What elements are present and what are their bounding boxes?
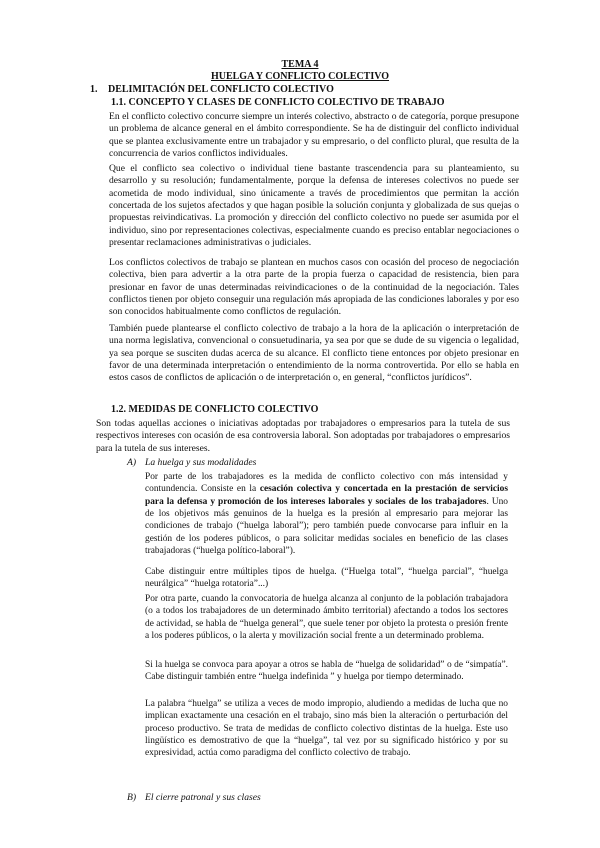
paragraph: En el conflicto colectivo concurre siempre un interés colectivo, abstracto o de categoría, porque presupone un problema de alcance general en el ámbito correspondiente. Se ha de distinguir del conflicto individual que se plantea exclusivamente entre un trabajador y su empresario, o del conflicto plural, que resulta de la concurrencia de varios conflictos individuales. xyxy=(109,111,519,160)
paragraph: La palabra “huelga” se utiliza a veces de modo impropio, aludiendo a medidas de lucha que no implican exactamente una cesación en el trabajo, sino más bien la alteración o perturbación del proceso productivo. Se trata de medidas de conflicto colectivo distintas de la huelga. Este uso lingüístico es demostrativo de que la “huelga”, tal vez por su significado histórico y por su expresividad, actúa como paradigma del conflicto colectivo de trabajo. xyxy=(145,699,508,759)
paragraph-text: . Uno de los objetivos más genuinos de la huelga es la presión al empresario para mejorar las condiciones de trabajo (“huelga laboral”); pero también puede convocarse para influir en la gestión de los poderes públicos, o para solicitar medidas sociales en beneficio de las clases trabajadoras (“huelga político-laboral”). xyxy=(145,496,508,557)
paragraph xyxy=(145,471,508,557)
subheading-a xyxy=(127,457,256,468)
subsection-heading-1-1: 1.1. CONCEPTO Y CLASES DE CONFLICTO COLECTIVO DE TRABAJO xyxy=(111,97,445,108)
section-label: DELIMITACIÓN DEL CONFLICTO COLECTIVO xyxy=(108,84,334,95)
document-title: HUELGA Y CONFLICTO COLECTIVO xyxy=(210,71,390,82)
tema-title: TEMA 4 xyxy=(281,59,319,70)
section-number: 1. xyxy=(90,84,98,95)
subheading-label: El cierre patronal y sus clases xyxy=(145,792,261,803)
paragraph: Son todas aquellas acciones o iniciativas adoptadas por trabajadores o empresarios para la tutela de sus respectivos intereses con ocasión de esa controversia laboral. Son adoptadas por trabajadores o empresarios para la tutela de sus intereses. xyxy=(96,418,510,454)
subheading-b xyxy=(127,792,261,803)
subheading-letter: A) xyxy=(127,457,137,468)
section-heading-1 xyxy=(90,84,334,95)
subsection-heading-1-2: 1.2. MEDIDAS DE CONFLICTO COLECTIVO xyxy=(111,404,319,415)
paragraph: También puede plantearse el conflicto colectivo de trabajo a la hora de la aplicación o interpretación de una norma legislativa, convencional o consuetudinaria, ya sea por que se dude de su vigencia o legalidad, ya sea porque se susciten dudas acerca de su alcance. El conflicto tiene entonces por objeto presionar en favor de una determinada interpretación o entendimiento de la norma controvertida. Por ello se habla en estos casos de conflictos de aplicación o de interpretación o, en general, “conflictos jurídicos”. xyxy=(109,323,519,384)
paragraph-text: Por parte de los trabajadores es la medida de conflicto colectivo con más intensidad y contundencia. Consiste en la xyxy=(145,472,508,495)
paragraph: Los conflictos colectivos de trabajo se plantean en muchos casos con ocasión del proceso de negociación colectiva, bien para advertir a la otra parte de la propia fuerza o capacidad de resistencia, bien para presionar en favor de unas determinadas reivindicaciones o de la continuidad de la negociación. Tales conflictos tienen por objeto conseguir una regulación más apropiada de las condiciones laborales y por eso son conocidos habitualmente como conflictos de regulación. xyxy=(109,257,519,318)
subheading-letter: B) xyxy=(127,792,137,803)
paragraph: Si la huelga se convoca para apoyar a otros se habla de “huelga de solidaridad” o de “simpatía”. Cabe distinguir también entre “huelga indefinida ” y huelga por tiempo determinado. xyxy=(145,660,508,683)
paragraph: Cabe distinguir entre múltiples tipos de huelga. (“Huelga total”, “huelga parcial”, “huelga neurálgica” “huelga rotatoria”...) xyxy=(145,567,508,590)
paragraph: Que el conflicto sea colectivo o individual tiene bastante trascendencia para su planteamiento, su desarrollo y su resolución; fundamentalmente, porque la defensa de intereses colectivos no puede ser acometida de modo individual, sino únicamente a través de procedimientos que permitan la acción concertada de los sujetos afectados y que hagan posible la solución conjunta y globalizada de sus quejas o propuestas reivindicativas. La promoción y dirección del conflicto colectivo no puede ser asumida por el individuo, sino por representaciones colectivas, especialmente cuando es preciso entablar negociaciones o presentar reclamaciones administrativas o judiciales. xyxy=(109,163,519,249)
subheading-label: La huelga y sus modalidades xyxy=(145,457,257,468)
bold-definition: cesación colectiva y concertada en la prestación de servicios para la defensa y promoción de los intereses laborales y sociales de los trabajadores xyxy=(145,484,509,507)
document-header xyxy=(0,59,600,83)
paragraph: Por otra parte, cuando la convocatoria de huelga alcanza al conjunto de la población trabajadora (o a todos los trabajadores de un determinado ámbito territorial) afectando a todos los sectores de actividad, se habla de “huelga general”, que suele tener por objeto la protesta o presión frente a los poderes públicos, o la alerta y movilización social frente a un determinado problema. xyxy=(145,594,508,642)
